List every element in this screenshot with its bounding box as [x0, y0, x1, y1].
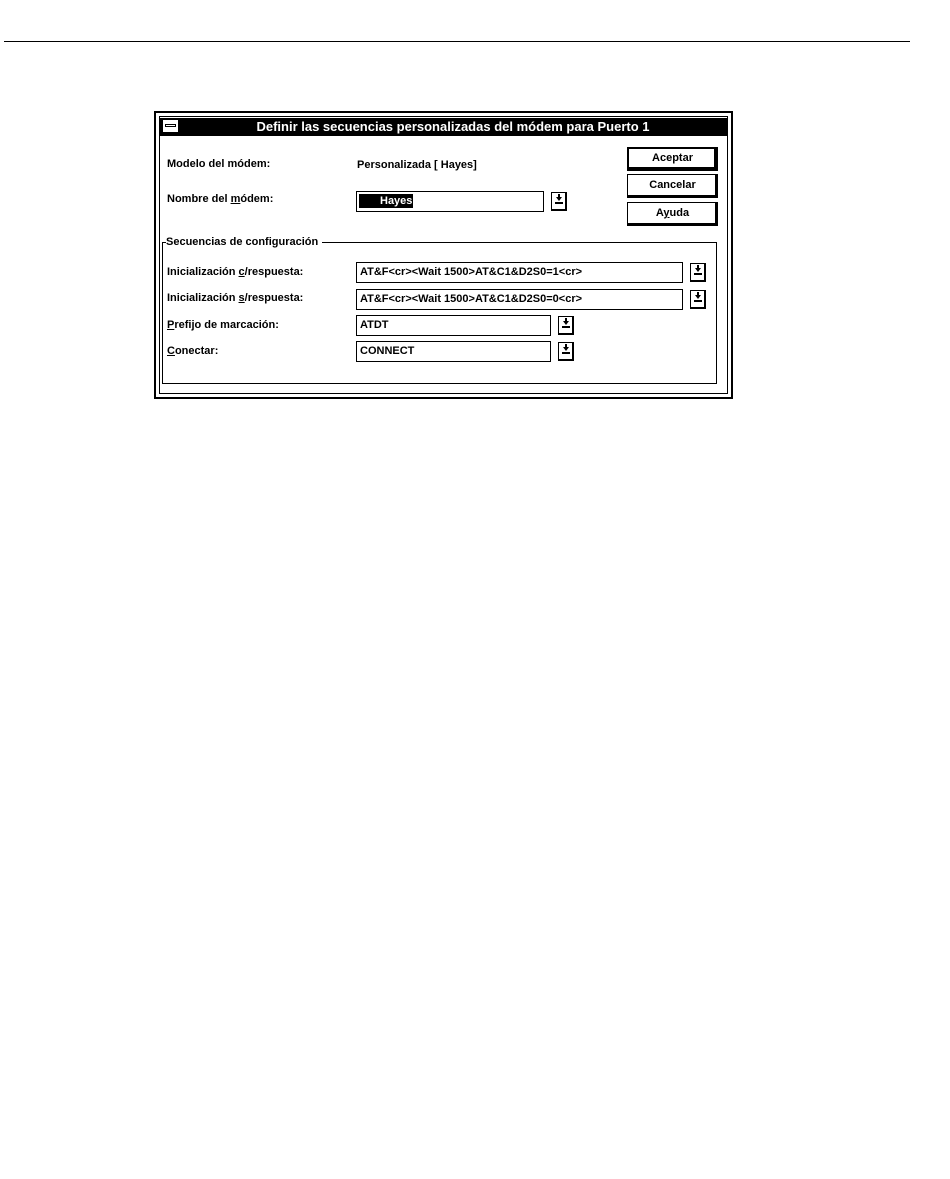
init-with-response-dropdown-button[interactable] [690, 263, 706, 282]
modem-model-label: Modelo del módem: [167, 158, 271, 170]
modem-name-selected-text: Hayes [359, 194, 413, 208]
modem-name-label: Nombre del módem: [167, 193, 274, 205]
modem-name-dropdown-button[interactable] [551, 192, 567, 211]
dial-prefix-label: Prefijo de marcación: [167, 319, 279, 331]
connect-input[interactable]: CONNECT [356, 341, 551, 362]
modem-name-combo[interactable] [356, 191, 544, 212]
init-with-response-input[interactable]: AT&F<cr><Wait 1500>AT&C1&D2S0=1<cr> [356, 262, 683, 283]
help-button[interactable]: Ayuda [627, 202, 718, 226]
config-strings-group-title: Secuencias de configuración [166, 236, 322, 249]
cancel-button[interactable]: Cancelar [627, 174, 718, 198]
connect-dropdown-button[interactable] [558, 342, 574, 361]
dialog-title: Definir las secuencias personalizadas del módem para Puerto 1 [256, 119, 650, 134]
page-top-rule [4, 41, 910, 42]
init-without-response-label: Inicialización s/respuesta: [167, 292, 304, 304]
accept-button[interactable]: Aceptar [627, 147, 718, 171]
init-with-response-label: Inicialización c/respuesta: [167, 266, 304, 278]
dial-prefix-input[interactable]: ATDT [356, 315, 551, 336]
connect-label: Conectar: [167, 345, 219, 357]
init-without-response-input[interactable]: AT&F<cr><Wait 1500>AT&C1&D2S0=0<cr> [356, 289, 683, 310]
init-without-response-dropdown-button[interactable] [690, 290, 706, 309]
system-menu-icon[interactable] [162, 119, 179, 133]
modem-model-value: Personalizada [ Hayes] [357, 159, 477, 171]
dial-prefix-dropdown-button[interactable] [558, 316, 574, 335]
